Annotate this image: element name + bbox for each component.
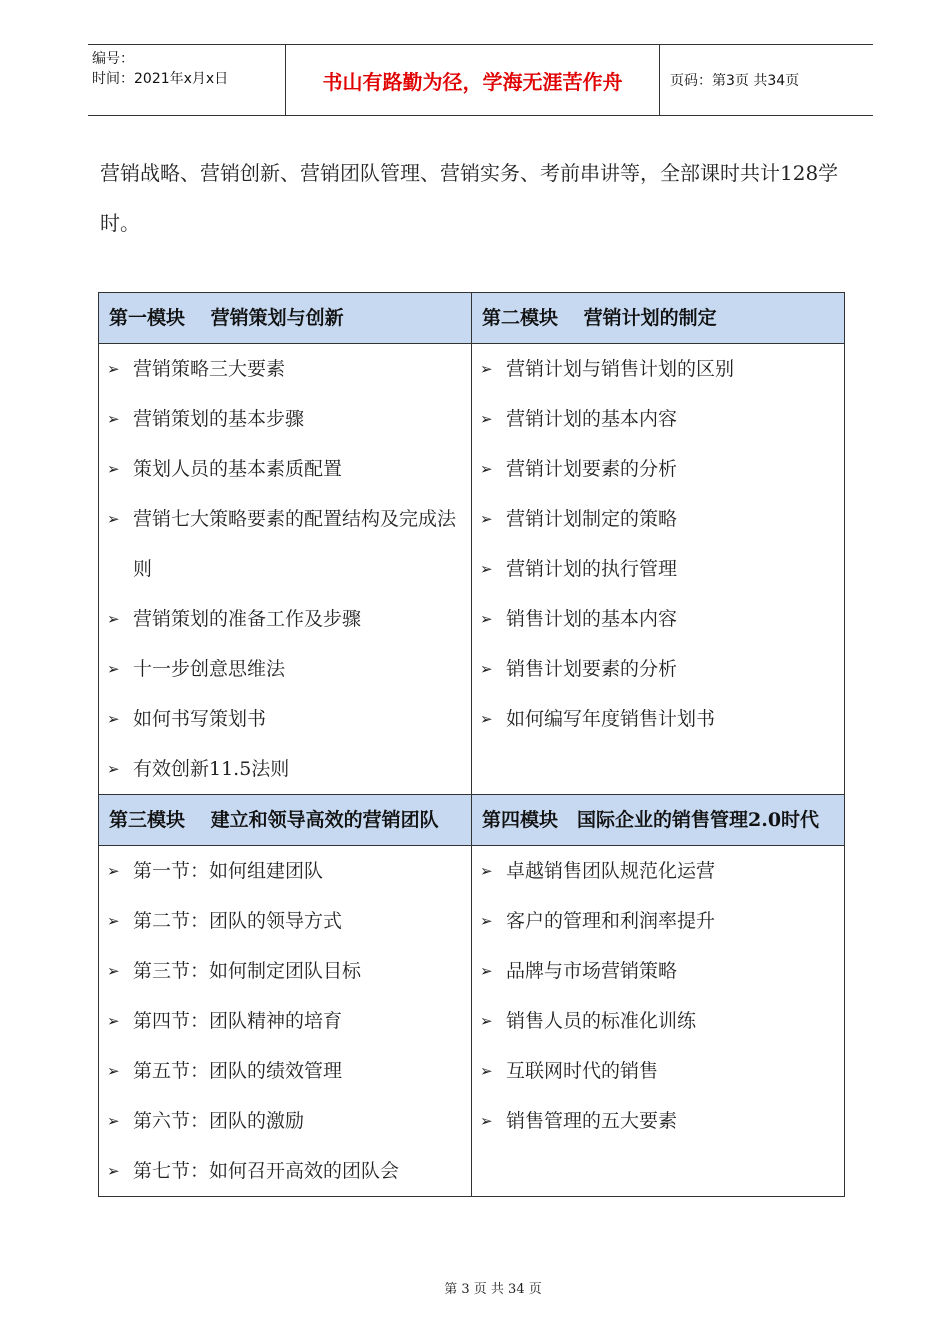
arrow-bullet-icon: ➢ [480, 962, 493, 980]
arrow-bullet-icon: ➢ [107, 912, 120, 930]
arrow-bullet-icon: ➢ [107, 1062, 120, 1080]
list-item [99, 946, 471, 996]
list-item-text: 品牌与市场营销策略 [506, 960, 678, 982]
list-item-text: 第七节：如何召开高效的团队会 [133, 1160, 400, 1182]
arrow-bullet-icon: ➢ [480, 710, 493, 728]
list-item [99, 494, 471, 594]
list-item-text: 互联网时代的销售 [506, 1060, 659, 1082]
arrow-bullet-icon: ➢ [107, 660, 120, 678]
arrow-bullet-icon: ➢ [107, 962, 120, 980]
header-motto: 书山有路勤为径，学海无涯苦作舟 [285, 45, 660, 115]
list-item-text: 销售计划的基本内容 [506, 608, 678, 630]
header-number-label: 编号： [92, 51, 134, 67]
list-item [99, 896, 471, 946]
list-item [99, 744, 471, 794]
arrow-bullet-icon: ➢ [480, 560, 493, 578]
list-item-text: 销售管理的五大要素 [506, 1110, 678, 1132]
arrow-bullet-icon: ➢ [107, 610, 120, 628]
list-item [99, 594, 471, 644]
module-3-items [99, 846, 472, 1197]
list-item [472, 594, 844, 644]
module-header-row [99, 795, 845, 846]
arrow-bullet-icon: ➢ [480, 1012, 493, 1030]
list-item [99, 644, 471, 694]
list-item [472, 444, 844, 494]
module-1-items [99, 344, 472, 795]
arrow-bullet-icon: ➢ [480, 460, 493, 478]
list-item [99, 1146, 471, 1196]
list-item [472, 394, 844, 444]
module-items-row [99, 846, 845, 1197]
arrow-bullet-icon: ➢ [107, 510, 120, 528]
arrow-bullet-icon: ➢ [107, 460, 120, 478]
list-item [99, 394, 471, 444]
arrow-bullet-icon: ➢ [107, 360, 120, 378]
list-item-text: 营销计划要素的分析 [506, 458, 678, 480]
list-item [472, 896, 844, 946]
list-item-text: 第一节：如何组建团队 [133, 860, 324, 882]
list-item-text: 第三节：如何制定团队目标 [133, 960, 362, 982]
list-item [99, 444, 471, 494]
module-1-title: 第一模块 营销策划与创新 [99, 293, 472, 344]
list-item-text: 营销策划的准备工作及步骤 [133, 608, 362, 630]
page-header [88, 44, 873, 116]
list-item [472, 694, 844, 744]
list-item-text: 营销策略三大要素 [133, 358, 286, 380]
list-item-text: 第五节：团队的绩效管理 [133, 1060, 343, 1082]
list-item-text: 营销策划的基本步骤 [133, 408, 305, 430]
header-meta [88, 45, 285, 115]
list-item-text: 营销计划制定的策略 [506, 508, 678, 530]
list-item [99, 1046, 471, 1096]
list-item [472, 846, 844, 896]
arrow-bullet-icon: ➢ [107, 1012, 120, 1030]
list-item [99, 846, 471, 896]
arrow-bullet-icon: ➢ [107, 710, 120, 728]
list-item-text: 如何编写年度销售计划书 [506, 708, 716, 730]
list-item [472, 1096, 844, 1146]
arrow-bullet-icon: ➢ [480, 360, 493, 378]
arrow-bullet-icon: ➢ [480, 1112, 493, 1130]
header-time-label: 时间：2021年x月x日 [92, 71, 229, 87]
list-item [472, 344, 844, 394]
arrow-bullet-icon: ➢ [107, 1162, 120, 1180]
list-item [99, 1096, 471, 1146]
arrow-bullet-icon: ➢ [107, 862, 120, 880]
module-items-row [99, 344, 845, 795]
page-footer: 第 3 页 共 34 页 [444, 1282, 542, 1297]
arrow-bullet-icon: ➢ [480, 1062, 493, 1080]
list-item-text: 第二节：团队的领导方式 [133, 910, 343, 932]
list-item-text: 十一步创意思维法 [133, 658, 286, 680]
list-item-text: 如何书写策划书 [133, 708, 267, 730]
module-2-items [472, 344, 845, 795]
list-item [99, 344, 471, 394]
list-item-text: 客户的管理和利润率提升 [506, 910, 716, 932]
module-3-title: 第三模块 建立和领导高效的营销团队 [99, 795, 472, 846]
list-item [472, 1046, 844, 1096]
module-4-title: 第四模块 国际企业的销售管理2.0时代 [472, 795, 845, 846]
modules-table [98, 292, 845, 1197]
arrow-bullet-icon: ➢ [480, 912, 493, 930]
list-item-text: 销售人员的标准化训练 [506, 1010, 697, 1032]
list-item-text: 营销计划与销售计划的区别 [506, 358, 735, 380]
arrow-bullet-icon: ➢ [480, 610, 493, 628]
arrow-bullet-icon: ➢ [480, 660, 493, 678]
list-item-text: 卓越销售团队规范化运营 [506, 860, 716, 882]
list-item [472, 494, 844, 544]
list-item-text: 策划人员的基本素质配置 [133, 458, 343, 480]
arrow-bullet-icon: ➢ [480, 410, 493, 428]
list-item-text: 营销七大策略要素的配置结构及完成法则 [133, 508, 457, 580]
list-item [99, 694, 471, 744]
list-item [472, 644, 844, 694]
list-item [472, 946, 844, 996]
list-item-text: 营销计划的执行管理 [506, 558, 678, 580]
arrow-bullet-icon: ➢ [107, 410, 120, 428]
arrow-bullet-icon: ➢ [107, 760, 120, 778]
list-item [99, 996, 471, 1046]
intro-paragraph: 营销战略、营销创新、营销团队管理、营销实务、考前串讲等，全部课时共计128学时。 [100, 161, 839, 235]
module-header-row [99, 293, 845, 344]
list-item-text: 销售计划要素的分析 [506, 658, 678, 680]
list-item-text: 第四节：团队精神的培育 [133, 1010, 343, 1032]
list-item [472, 544, 844, 594]
list-item-text: 营销计划的基本内容 [506, 408, 678, 430]
arrow-bullet-icon: ➢ [107, 1112, 120, 1130]
list-item-text: 第六节：团队的激励 [133, 1110, 305, 1132]
module-4-items [472, 846, 845, 1197]
list-item-text: 有效创新11.5法则 [133, 758, 290, 780]
arrow-bullet-icon: ➢ [480, 862, 493, 880]
arrow-bullet-icon: ➢ [480, 510, 493, 528]
module-2-title: 第二模块 营销计划的制定 [472, 293, 845, 344]
list-item [472, 996, 844, 1046]
header-page-label: 页码：第3页 共34页 [670, 73, 800, 89]
